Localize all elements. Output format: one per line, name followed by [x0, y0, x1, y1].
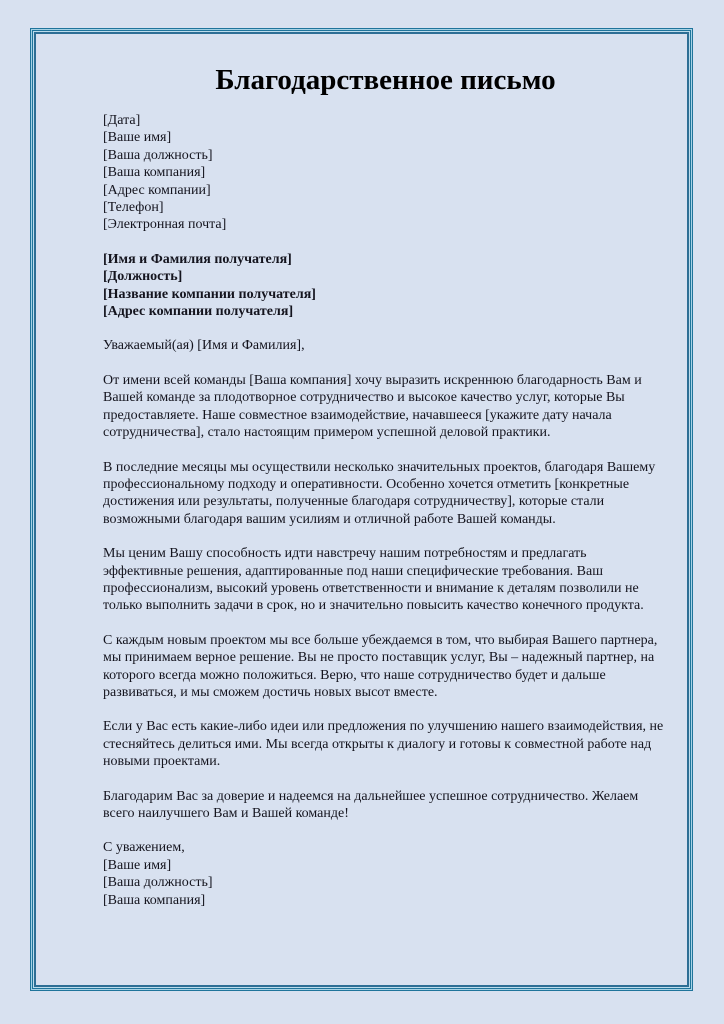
closing-block	[103, 839, 668, 909]
closing-line-name: [Ваше имя]	[103, 857, 172, 873]
sender-line-date: [Дата]	[103, 113, 141, 128]
sender-line-company: [Ваша компания]	[103, 165, 206, 181]
sender-line-position: [Ваша должность]	[103, 147, 213, 163]
closing-line-regards: С уважением,	[103, 840, 185, 856]
sender-line-address: [Адрес компании]	[103, 182, 211, 198]
letter-title: Благодарственное письмо	[215, 64, 556, 96]
closing-line-company: [Ваша компания]	[103, 892, 206, 908]
letter-body	[37, 34, 686, 984]
salutation: Уважаемый(ая) [Имя и Фамилия],	[103, 338, 305, 354]
letter-paragraph: Благодарим Вас за доверие и надеемся на дальнейшее успешное сотрудничество. Желаем всего наилучшего Вам и Вашей команде!	[103, 788, 639, 821]
recipient-line-name: [Имя и Фамилия получателя]	[103, 251, 292, 267]
sender-line-email: [Электронная почта]	[103, 217, 227, 233]
recipient-line-company: [Название компании получателя]	[103, 286, 316, 302]
sender-line-name: [Ваше имя]	[103, 130, 172, 146]
recipient-line-address: [Адрес компании получателя]	[103, 304, 294, 320]
letter-paragraph: В последние месяцы мы осуществили несколько значительных проектов, благодаря Вашему профессиональному подходу и оперативности. Особенно хочется отметить [конкретные достижения или результаты, полученные благодаря сотрудничеству], которые стали возможными благодаря вашим усилиям и отличной работе Вашей команды.	[103, 459, 656, 527]
letter-paragraph: Мы ценим Вашу способность идти навстречу нашим потребностям и предлагать эффективные решения, адаптированные под наши специфические требования. Ваш профессионализм, высокий уровень ответственности и внимание к деталям позволили не только выполнить задачи в срок, но и значительно повысить качество конечного продукта.	[103, 546, 644, 614]
letter-paragraph: От имени всей команды [Ваша компания] хочу выразить искреннюю благодарность Вам и Вашей команде за плодотворное сотрудничество и высокое качество услуг, которые Вы предоставляете. Наше совместное взаимодействие, начавшееся [укажите дату начала сотрудничества], стало настоящим примером успешной деловой практики.	[103, 372, 642, 441]
recipient-line-position: [Должность]	[103, 269, 183, 285]
sender-block	[103, 112, 668, 234]
letter-paragraph: Если у Вас есть какие-либо идеи или предложения по улучшению нашего взаимодействия, не стесняйтесь делиться ими. Мы всегда открыты к диалогу и готовы к совместной работе над новыми проектами.	[103, 719, 664, 770]
closing-line-position: [Ваша должность]	[103, 875, 213, 891]
letter-paragraph: С каждым новым проектом мы все больше убеждаемся в том, что выбирая Вашего партнера, мы принимаем верное решение. Вы не просто поставщик услуг, Вы – надежный партнер, на которого всегда можно положиться. Верю, что наше сотрудничество будет и дальше развиваться, и мы сможем достичь новых высот вместе.	[103, 632, 658, 700]
sender-line-phone: [Телефон]	[103, 200, 164, 216]
recipient-block	[103, 251, 668, 321]
